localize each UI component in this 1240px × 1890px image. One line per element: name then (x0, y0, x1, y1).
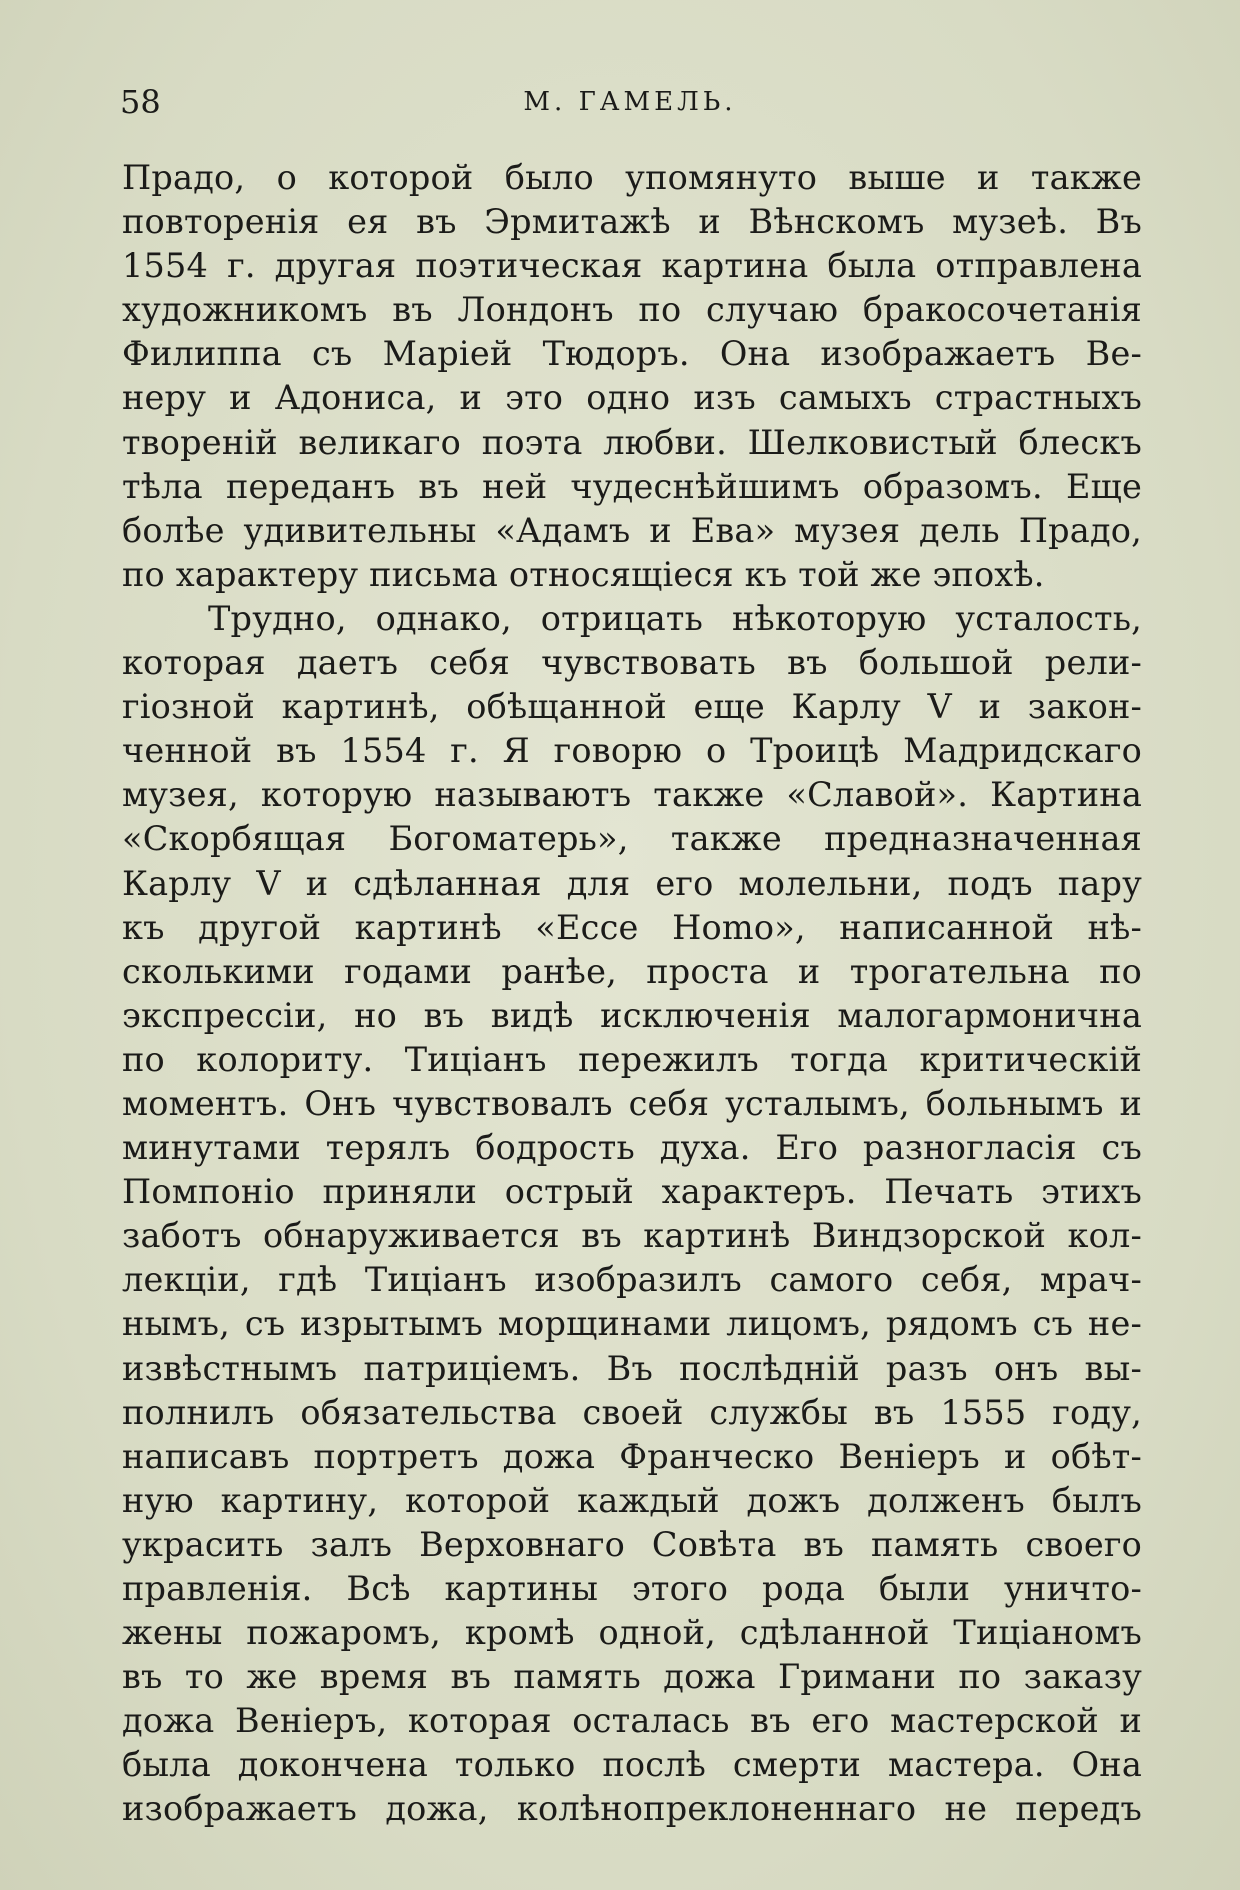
text-line: Карлу V и сдѣланная для его молельни, подъ пару (122, 863, 1142, 903)
text-line: лекціи, гдѣ Тиціанъ изобразилъ самого себя, мрач- (122, 1260, 1142, 1300)
text-line: «Скорбящая Богоматерь», также предназначенная (122, 819, 1142, 859)
text-line: экспрессіи, но въ видѣ исключенія малогармонична (122, 995, 1142, 1035)
text-line: нымъ, съ изрытымъ морщинами лицомъ, рядомъ съ не- (122, 1304, 1142, 1344)
page-header (120, 80, 1140, 124)
text-line: тѣла переданъ въ ней чудеснѣйшимъ образомъ. Еще (122, 466, 1142, 506)
text-line: неру и Адониса, и это одно изъ самыхъ страстныхъ (122, 378, 1142, 418)
text-line: написавъ портретъ дожа Франческо Веніеръ и обѣт- (122, 1436, 1142, 1476)
body-text (122, 156, 1142, 1832)
text-line: правленія. Всѣ картины этого рода были уничто- (122, 1569, 1142, 1608)
text-line: 1554 г. другая поэтическая картина была отправлена (122, 246, 1142, 286)
text-line: заботъ обнаруживается въ картинѣ Виндзорской кол- (122, 1216, 1142, 1256)
text-line: извѣстнымъ патриціемъ. Въ послѣдній разъ онъ вы- (122, 1348, 1142, 1388)
running-head: М. ГАМЕЛЬ. (523, 87, 737, 117)
text-line: моментъ. Онъ чувствовалъ себя усталымъ, больнымъ и (122, 1083, 1142, 1123)
text-line: въ то же время въ память дожа Гримани по заказу (122, 1657, 1142, 1697)
text-line: художникомъ въ Лондонъ по случаю бракосочетанія (122, 290, 1142, 330)
text-line: твореній великаго поэта любви. Шелковистый блескъ (122, 422, 1142, 462)
text-line: жены пожаромъ, кромѣ одной, сдѣланной Тиціаномъ (122, 1613, 1142, 1653)
text-line: сколькими годами ранѣе, проста и трогательна по (122, 951, 1142, 991)
text-line: ченной въ 1554 г. Я говорю о Троицѣ Мадридскаго (122, 731, 1142, 771)
text-line: ную картину, которой каждый дожъ долженъ былъ (122, 1480, 1142, 1520)
text-line: которая даетъ себя чувствовать въ большой рели- (122, 643, 1142, 683)
paragraph-end-line: по характеру письма относящіеся къ той же эпохѣ. (122, 554, 1045, 594)
text-line: Помпоніо приняли острый характеръ. Печать этихъ (122, 1172, 1142, 1212)
text-line: музея, которую называютъ также «Славой». Картина (122, 775, 1142, 815)
text-line: къ другой картинѣ «Ecce Homo», написанной нѣ- (122, 907, 1142, 947)
text-line: гіозной картинѣ, обѣщанной еще Карлу V и закон- (122, 687, 1142, 727)
page-number: 58 (120, 83, 161, 121)
text-line: украсить залъ Верховнаго Совѣта въ память своего (122, 1524, 1142, 1564)
text-line: по колориту. Тиціанъ пережилъ тогда критическій (122, 1039, 1142, 1079)
text-line: изображаетъ дожа, колѣнопреклоненнаго не передъ (122, 1789, 1142, 1829)
text-line: болѣе удивительны «Адамъ и Ева» музея дель Прадо, (122, 510, 1142, 550)
text-line: была докончена только послѣ смерти мастера. Она (122, 1745, 1142, 1785)
text-line: повторенія ея въ Эрмитажѣ и Вѣнскомъ музеѣ. Въ (122, 202, 1142, 242)
text-line: Прадо, о которой было упомянуто выше и также (122, 158, 1142, 197)
text-line: полнилъ обязательства своей службы въ 1555 году, (122, 1392, 1142, 1432)
text-line: Филиппа съ Маріей Тюдоръ. Она изображаетъ Ве- (122, 334, 1142, 374)
text-line: минутами терялъ бодрость духа. Его разногласія съ (122, 1128, 1142, 1168)
paragraph-first-line: Трудно, однако, отрицать нѣкоторую усталость, (208, 598, 1142, 638)
text-line: дожа Веніеръ, которая осталась въ его мастерской и (122, 1701, 1142, 1741)
